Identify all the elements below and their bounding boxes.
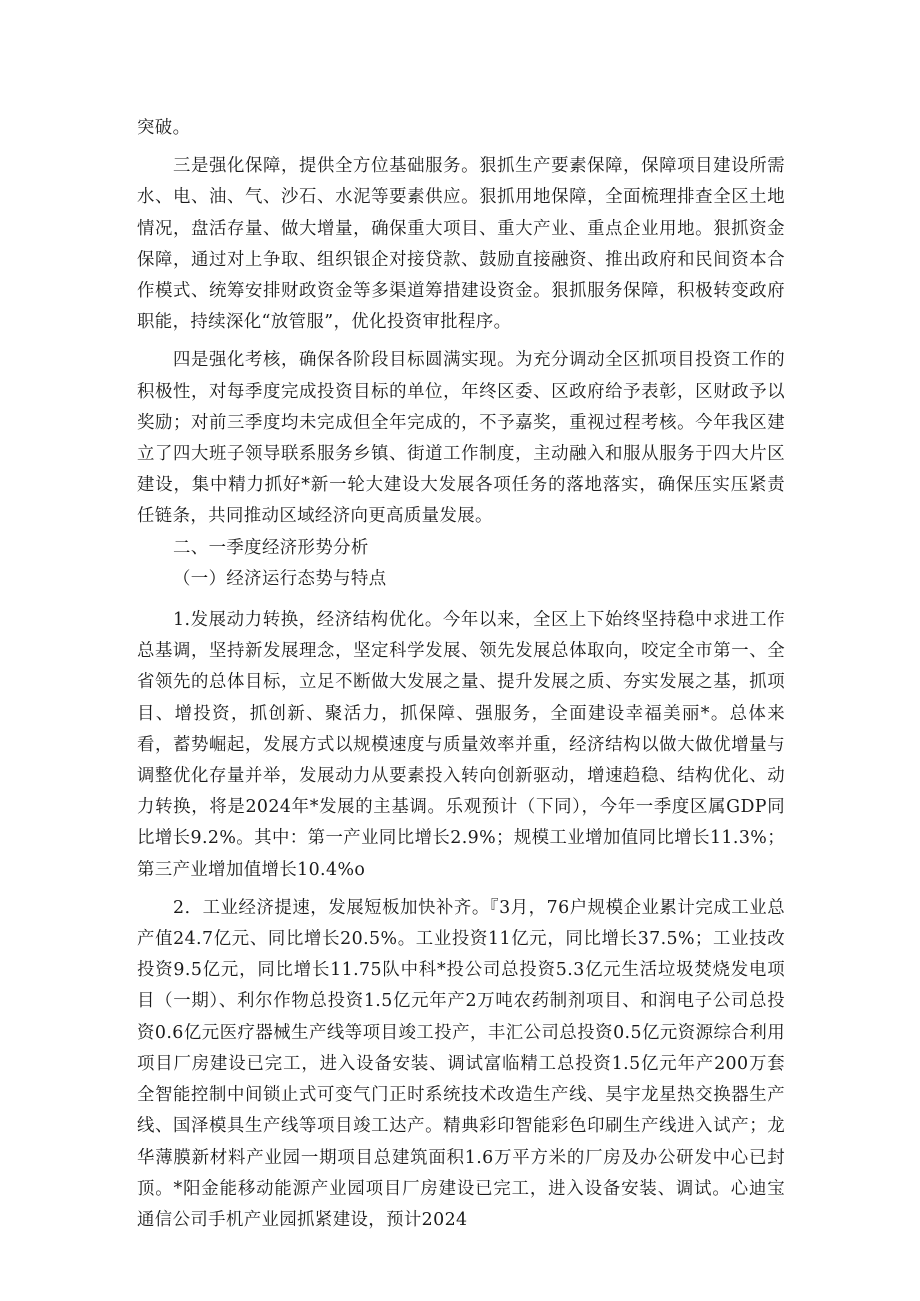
subsection-heading: （一）经济运行态势与特点 — [173, 568, 387, 589]
paragraph-assessment: 四是强化考核，确保各阶段目标圆满实现。为充分调动全区抓项目投资工作的积极性，对每季度完成投资目标的单位，年终区委、区政府给予表彰，区财政予以奖励；对前三季度均未完成但全年完成的，不予嘉奖，重视过程考核。今年我区建立了四大班子领导联系服务乡镇、街道工作制度，主动融入和服从服务于四大片区建设，集中精力抓好*新一轮大建设大发展各项任务的落地落实，确保压实压紧责任链条，共同推动区域经济向更高质量发展。 — [137, 350, 785, 527]
paragraph-guarantee: 三是强化保障，提供全方位基础服务。狠抓生产要素保障，保障项目建设所需水、电、油、气、沙石、水泥等要素供应。狠抓用地保障，全面梳理排查全区土地情况，盘活存量、做大增量，确保重大项目、重大产业、重点企业用地。狠抓资金保障，通过对上争取、组织银企对接贷款、鼓励直接融资、推出政府和民间资本合作模式、统筹安排财政资金等多渠道筹措建设资金。狠抓服务保障，积极转变政府职能，持续深化“放管服”，优化投资审批程序。 — [137, 156, 785, 333]
paragraph-economic-structure: 1.发展动力转换，经济结构优化。今年以来，全区上下始终坚持稳中求进工作总基调，坚持新发展理念，坚定科学发展、领先发展总体取向，咬定全市第一、全省领先的总体目标，立足不断做大发展之量、提升发展之质、夯实发展之基，抓项目、增投资，抓创新、聚活力，抓保障、强服务，全面建设幸福美丽*。总体来看，蓄势崛起，发展方式以规模速度与质量效率并重，经济结构以做大做优增量与调整优化存量并举，发展动力从要素投入转向创新驱动，增速趋稳、结构优化、动力转换，将是2024年*发展的主基调。乐观预计（下同），今年一季度区属GDP同比增长9.2%。其中：第一产业同比增长2.9%；规模工业增加值同比增长11.3%；第三产业增加值增长10.4%o — [137, 610, 785, 880]
section-heading: 二、一季度经济形势分析 — [173, 537, 369, 558]
paragraph-continuation: 突破。 — [137, 118, 191, 138]
paragraph-industrial-economy: 2．工业经济提速，发展短板加快补齐。『3月，76户规模企业累计完成工业总产值24.7亿元、同比增长20.5%。工业投资11亿元，同比增长37.5%；工业技改投资9.5亿元，同比增长11.75队中科*投公司总投资5.3亿元生活垃圾焚烧发电项目（一期）、利尔作物总投资1.5亿元年产2万吨农药制剂项目、和润电子公司总投资0.6亿元医疗器械生产线等项目竣工投产，丰汇公司总投资0.5亿元资源综合利用项目厂房建设已完工，进入设备安装、调试富临精工总投资1.5亿元年产200万套全智能控制中间锁止式可变气门正时系统技术改造生产线、昊宇龙星热交换器生产线、国泽模具生产线等项目竣工达产。精典彩印智能彩色印刷生产线进入试产；龙华薄膜新材料产业园一期项目总建筑面积1.6万平方米的厂房及办公研发中心已封顶。*阳金能移动能源产业园项目厂房建设已完工，进入设备安装、调试。心迪宝通信公司手机产业园抓紧建设，预计2024 — [137, 897, 785, 1230]
document-body — [137, 113, 785, 1236]
